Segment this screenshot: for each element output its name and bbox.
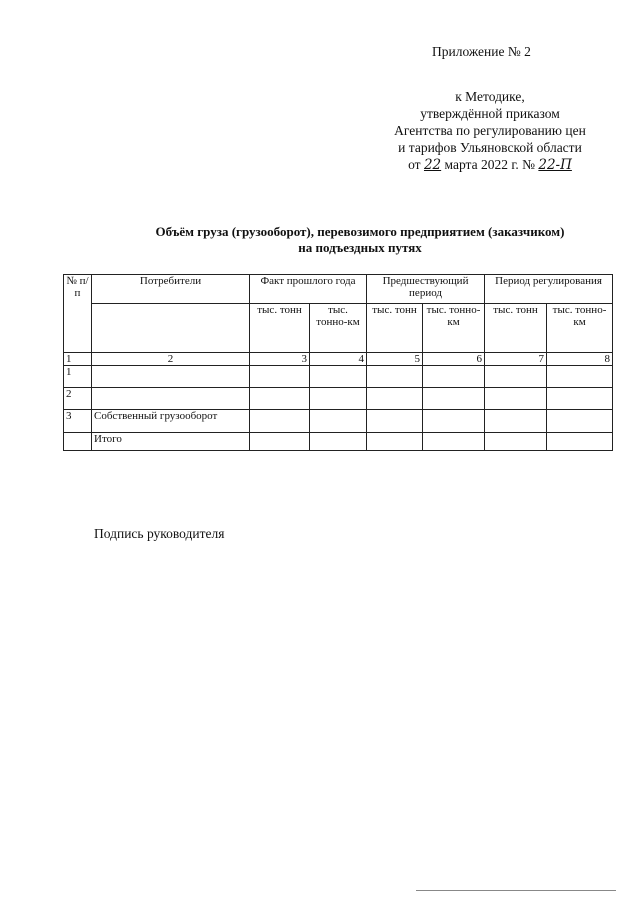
row-num <box>64 433 92 451</box>
document-title-line: на подъездных путях <box>298 240 422 255</box>
row-name <box>92 366 250 388</box>
row-cell <box>547 433 613 451</box>
row-cell <box>485 366 547 388</box>
date-prefix: от <box>408 157 421 172</box>
unit-tons: тыс. тонн <box>367 304 423 353</box>
table-subheader-row <box>64 304 613 353</box>
column-number: 2 <box>92 353 250 366</box>
row-cell <box>485 410 547 433</box>
appendix-line: утверждённой приказом <box>420 106 560 121</box>
row-name: Собственный грузооборот <box>92 410 250 433</box>
appendix-line: к Методике, <box>455 89 525 104</box>
row-cell <box>485 433 547 451</box>
table-row <box>64 366 613 388</box>
header-fact: Факт прошлого года <box>250 275 367 304</box>
appendix-line: и тарифов Ульяновской области <box>398 140 582 155</box>
row-cell <box>367 366 423 388</box>
row-cell <box>367 410 423 433</box>
document-title <box>100 224 620 256</box>
column-number: 5 <box>367 353 423 366</box>
appendix-title: Приложение № 2 <box>432 44 531 59</box>
table-row <box>64 388 613 410</box>
table-row <box>64 410 613 433</box>
row-cell <box>423 388 485 410</box>
cargo-table <box>63 274 613 451</box>
row-cell <box>250 388 310 410</box>
row-name: Итого <box>92 433 250 451</box>
column-number-row <box>64 353 613 366</box>
row-cell <box>250 410 310 433</box>
header-previous: Предшествующий период <box>367 275 485 304</box>
row-cell <box>547 388 613 410</box>
row-cell <box>485 388 547 410</box>
subheader-empty <box>92 304 250 353</box>
row-cell <box>250 433 310 451</box>
document-title-line: Объём груза (грузооборот), перевозимого предприятием (заказчиком) <box>155 224 565 239</box>
order-number-handwritten: 22-П <box>538 157 572 173</box>
row-cell <box>310 388 367 410</box>
footer-divider <box>416 890 616 891</box>
header-regulation: Период регулирования <box>485 275 613 304</box>
column-number: 7 <box>485 353 547 366</box>
row-num: 1 <box>64 366 92 388</box>
header-consumers: Потребители <box>92 275 250 304</box>
table-header-row <box>64 275 613 304</box>
row-name <box>92 388 250 410</box>
column-number: 3 <box>250 353 310 366</box>
appendix-date-line <box>380 156 600 174</box>
column-number: 1 <box>64 353 92 366</box>
row-cell <box>310 433 367 451</box>
unit-tons: тыс. тонн <box>485 304 547 353</box>
row-cell <box>310 366 367 388</box>
row-num: 2 <box>64 388 92 410</box>
row-cell <box>547 410 613 433</box>
appendix-block <box>380 88 600 174</box>
column-number: 8 <box>547 353 613 366</box>
row-cell <box>250 366 310 388</box>
appendix-line: Агентства по регулированию цен <box>394 123 586 138</box>
row-cell <box>310 410 367 433</box>
unit-tonkm: тыс. тонно-км <box>310 304 367 353</box>
header-num: № п/п <box>64 275 92 353</box>
signature-label: Подпись руководителя <box>94 526 225 541</box>
column-number: 4 <box>310 353 367 366</box>
unit-tonkm: тыс. тонно-км <box>547 304 613 353</box>
unit-tonkm: тыс. тонно-км <box>423 304 485 353</box>
row-cell <box>367 433 423 451</box>
row-num: 3 <box>64 410 92 433</box>
date-middle: марта 2022 г. № <box>444 157 535 172</box>
unit-tons: тыс. тонн <box>250 304 310 353</box>
row-cell <box>423 410 485 433</box>
row-cell <box>547 366 613 388</box>
row-cell <box>367 388 423 410</box>
row-cell <box>423 433 485 451</box>
row-cell <box>423 366 485 388</box>
date-day-handwritten: 22 <box>423 157 442 173</box>
column-number: 6 <box>423 353 485 366</box>
table-row-total <box>64 433 613 451</box>
